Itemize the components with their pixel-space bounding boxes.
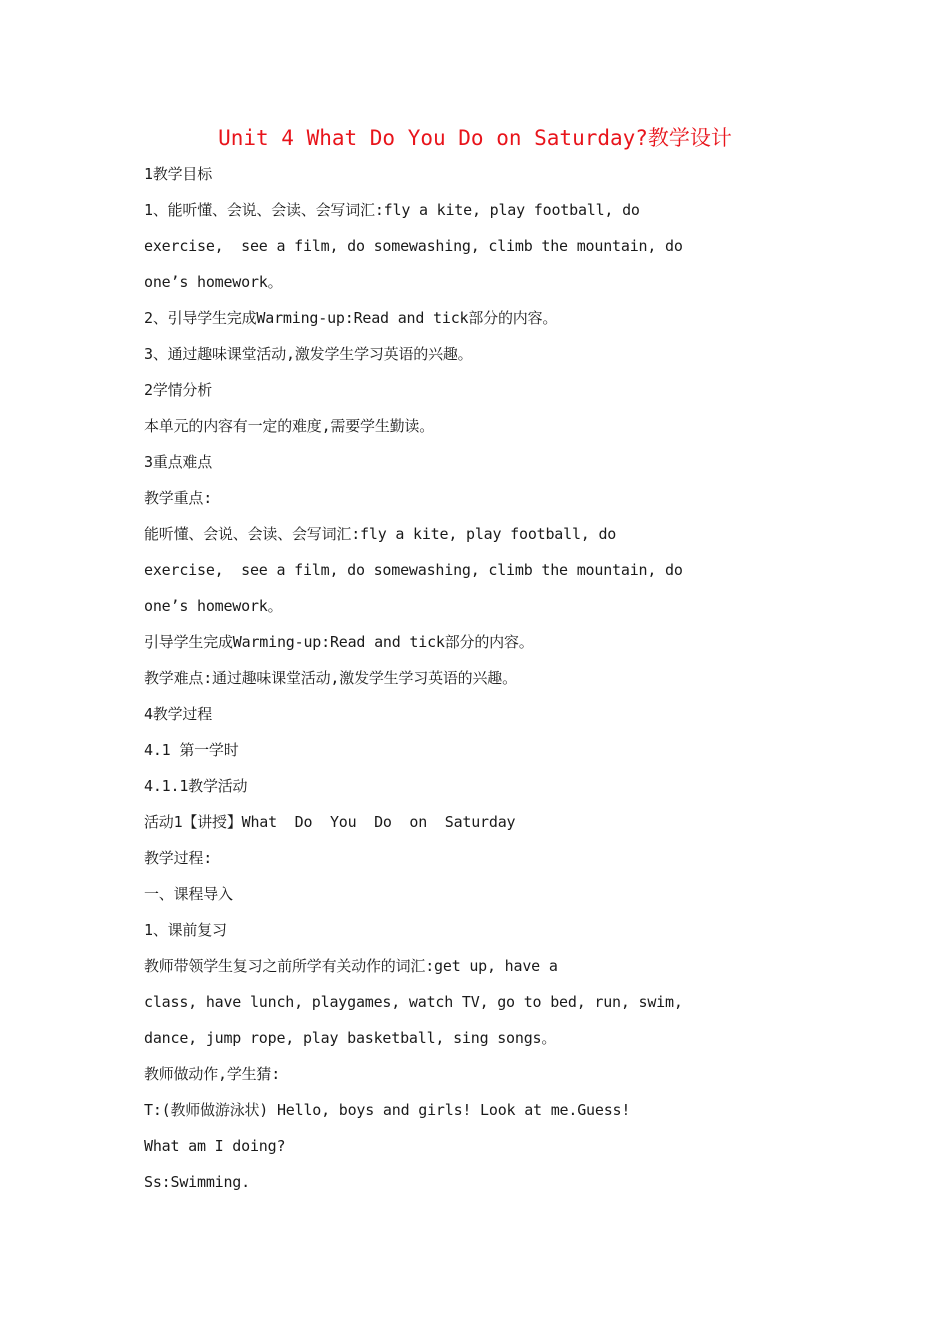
text-line: 1、课前复习 xyxy=(144,921,227,939)
text-line: 4教学过程 xyxy=(144,705,213,723)
text-line: 教师做动作,学生猜: xyxy=(144,1065,281,1083)
text-line: T:(教师做游泳状) Hello, boys and girls! Look at me.Guess! xyxy=(144,1101,631,1119)
text-line: Ss:Swimming. xyxy=(144,1173,250,1191)
text-line: 一、课程导入 xyxy=(144,885,233,903)
document-title: Unit 4 What Do You Do on Saturday?教学设计 xyxy=(218,126,732,150)
text-line: 2学情分析 xyxy=(144,381,213,399)
text-line: class, have lunch, playgames, watch TV, go to bed, run, swim, xyxy=(144,993,683,1011)
text-line: dance, jump rope, play basketball, sing songs。 xyxy=(144,1029,557,1047)
text-line: 3、通过趣味课堂活动,激发学生学习英语的兴趣。 xyxy=(144,345,473,363)
text-line: 能听懂、会说、会读、会写词汇:fly a kite, play football, do xyxy=(144,525,617,543)
text-line: one’s homework。 xyxy=(144,273,283,291)
text-line: 1、能听懂、会说、会读、会写词汇:fly a kite, play football, do xyxy=(144,201,640,219)
text-line: 活动1【讲授】What Do You Do on Saturday xyxy=(144,813,516,831)
text-line: exercise, see a film, do somewashing, climb the mountain, do xyxy=(144,237,683,255)
text-line: 4.1 第一学时 xyxy=(144,741,239,759)
document-body xyxy=(144,156,684,1200)
text-line: What am I doing? xyxy=(144,1137,286,1155)
text-line: one’s homework。 xyxy=(144,597,283,615)
text-line: 教学重点: xyxy=(144,489,213,507)
text-line: 引导学生完成Warming-up:Read and tick部分的内容。 xyxy=(144,633,534,651)
text-line: 2、引导学生完成Warming-up:Read and tick部分的内容。 xyxy=(144,309,558,327)
text-line: 本单元的内容有一定的难度,需要学生勤读。 xyxy=(144,417,435,435)
text-line: 教学过程: xyxy=(144,849,213,867)
text-line: 教学难点:通过趣味课堂活动,激发学生学习英语的兴趣。 xyxy=(144,669,517,687)
text-line: 1教学目标 xyxy=(144,165,213,183)
text-line: 教师带领学生复习之前所学有关动作的词汇:get up, have a xyxy=(144,957,558,975)
text-line: 3重点难点 xyxy=(144,453,213,471)
text-line: 4.1.1教学活动 xyxy=(144,777,248,795)
text-line: exercise, see a film, do somewashing, climb the mountain, do xyxy=(144,561,683,579)
